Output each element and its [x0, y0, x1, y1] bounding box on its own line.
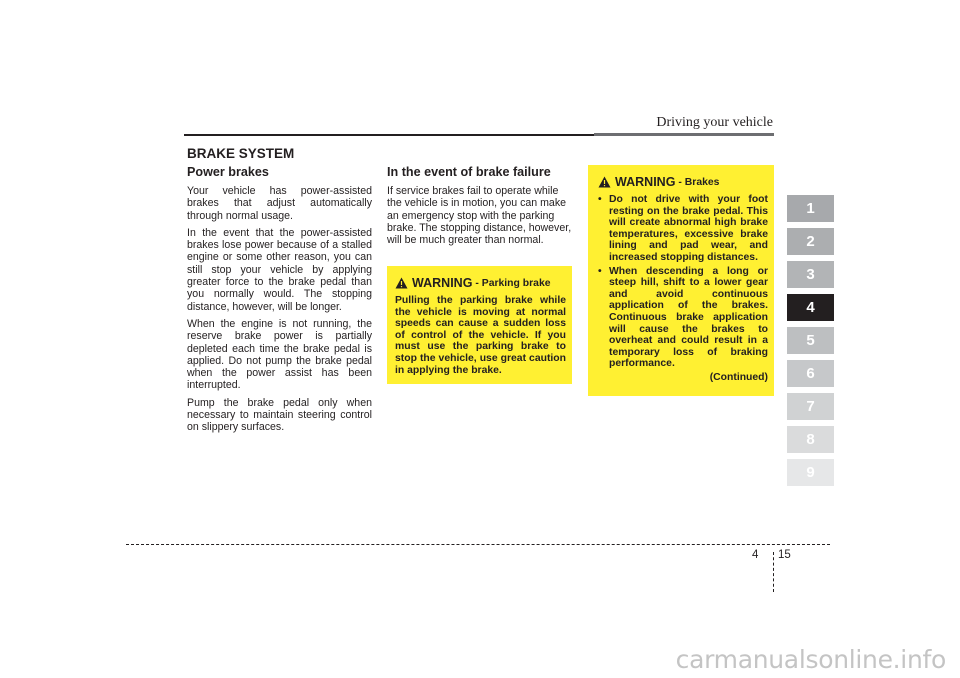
warning-brakes-box: [588, 165, 774, 396]
warning-header: [598, 175, 768, 189]
warning-label: WARNING: [615, 175, 676, 189]
warning-list: [598, 194, 768, 370]
bullet-icon: •: [598, 194, 602, 205]
watermark-text: carmanualsonline.info: [675, 645, 946, 674]
warning-header: [395, 276, 566, 290]
chapter-tab-6[interactable]: 6: [787, 360, 834, 387]
warning-label: WARNING: [412, 276, 473, 290]
chapter-title: Driving your vehicle: [656, 115, 773, 130]
power-brakes-paragraph: Pump the brake pedal only when necessary to maintain steering control on slippery surfaces.: [187, 396, 372, 434]
warning-subtitle: - Parking brake: [475, 277, 551, 289]
warning-list-item: [598, 194, 768, 264]
footer-crop-mark: [773, 552, 774, 592]
warning-triangle-icon: [598, 176, 611, 188]
chapter-tab-7[interactable]: 7: [787, 393, 834, 420]
chapter-tab-2[interactable]: 2: [787, 228, 834, 255]
chapter-tab-1[interactable]: 1: [787, 195, 834, 222]
warning-list-text: Do not drive with your foot resting on the brake pedal. This will create abnormal high brake temperatures, excessive brake lining and pad wear, and increased stopping distances.: [609, 194, 768, 263]
warning-text: Pulling the parking brake while the vehicle is moving at normal speeds can cause a sudden loss of control of the vehicle. If you must use the parking brake to stop the vehicle, use great caution in applying the brake.: [395, 295, 566, 376]
brake-failure-paragraph: If service brakes fail to operate while the vehicle is in motion, you can make an emergency stop with the parking brake. The stopping distance, however, will be much greater than normal.: [387, 185, 572, 247]
header-rule: [184, 134, 594, 136]
chapter-tab-5[interactable]: 5: [787, 327, 834, 354]
brake-failure-section: [387, 165, 573, 251]
warning-triangle-icon: [395, 277, 408, 289]
power-brakes-paragraph: In the event that the power-assisted brakes lose power because of a stalled engine or some other reason, you can still stop your vehicle by applying greater force to the brake pedal than you normally would. The stopping distance, however, will be longer.: [187, 226, 372, 313]
page-number: 15: [778, 549, 791, 561]
chapter-tab-3[interactable]: 3: [787, 261, 834, 288]
continued-label: (Continued): [709, 371, 768, 383]
warning-subtitle: - Brakes: [678, 176, 720, 188]
page-chapter-number: 4: [752, 549, 759, 561]
chapter-tab-9[interactable]: 9: [787, 459, 834, 486]
power-brakes-section: [187, 165, 372, 439]
warning-list-item: [598, 266, 768, 370]
power-brakes-paragraph: When the engine is not running, the reserve brake power is partially depleted each time the brake pedal is applied. Do not pump the brake pedal when the power assist has been interrupted.: [187, 317, 372, 392]
power-brakes-paragraph: Your vehicle has power-assisted brakes that adjust automatically through normal usage.: [187, 185, 372, 222]
section-title: BRAKE SYSTEM: [187, 146, 295, 161]
chapter-tabs: [787, 195, 834, 492]
brake-failure-heading: In the event of brake failure: [387, 165, 551, 179]
warning-parking-brake-box: [387, 266, 572, 384]
chapter-tab-4-active[interactable]: 4: [787, 294, 834, 321]
chapter-tab-8[interactable]: 8: [787, 426, 834, 453]
header-rule-accent: [594, 133, 774, 136]
warning-list-text: When descending a long or steep hill, shift to a lower gear and avoid continuous application of the brakes. Continuous brake application will cause the brakes to overheat and could result in a temporary loss of braking performance.: [609, 265, 768, 370]
power-brakes-heading: Power brakes: [187, 165, 269, 179]
footer-divider: [126, 544, 830, 545]
bullet-icon: •: [598, 265, 602, 277]
